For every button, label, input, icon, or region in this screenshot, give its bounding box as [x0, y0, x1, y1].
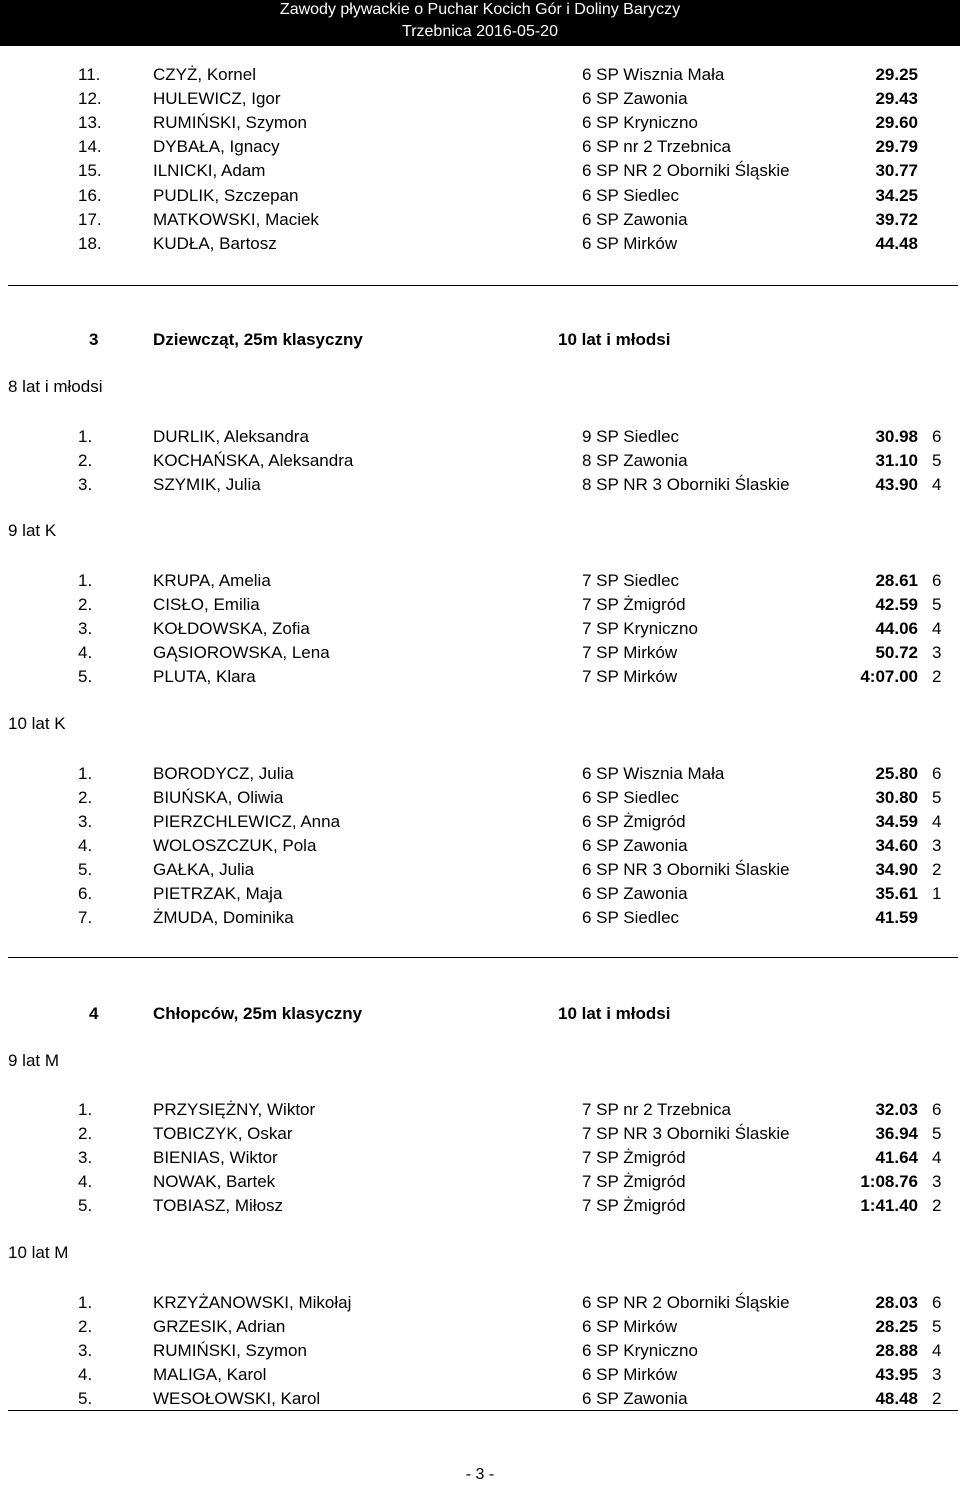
- result-place: 2.: [78, 1124, 93, 1143]
- category-label: 9 lat K: [8, 521, 57, 540]
- result-club: 6 SP Wisznia Mała: [582, 764, 725, 783]
- result-points: 2: [932, 667, 942, 686]
- result-points: 6: [932, 427, 942, 446]
- result-name: ILNICKI, Adam: [153, 161, 266, 181]
- section-divider: [8, 957, 958, 958]
- result-time: 30.77: [875, 161, 918, 181]
- result-points: 3: [932, 643, 942, 662]
- result-time: 30.80: [875, 788, 918, 807]
- result-place: 1.: [78, 1100, 93, 1119]
- result-row: [0, 1122, 960, 1146]
- result-club: 6 SP Wisznia Mała: [582, 65, 725, 84]
- result-time: 34.59: [875, 812, 918, 831]
- event-age: 10 lat i młodsi: [558, 330, 671, 349]
- result-name: TOBICZYK, Oskar: [153, 1124, 293, 1143]
- result-place: 4.: [78, 836, 93, 855]
- result-time: 25.80: [875, 764, 918, 783]
- result-time: 28.88: [875, 1341, 918, 1360]
- result-place: 4.: [78, 1172, 93, 1191]
- result-time: 1:41.40: [860, 1196, 918, 1215]
- result-time: 44.06: [875, 619, 918, 638]
- event-3-header: [0, 328, 960, 352]
- result-name: BIENIAS, Wiktor: [153, 1148, 278, 1167]
- result-time: 31.10: [875, 451, 918, 470]
- result-row: [0, 834, 960, 858]
- result-time: 28.61: [875, 571, 918, 590]
- result-place: 11.: [78, 65, 101, 84]
- result-place: 15.: [78, 161, 102, 181]
- result-place: 2.: [78, 451, 93, 470]
- result-time: 34.60: [875, 836, 918, 855]
- result-points: 2: [932, 1389, 942, 1408]
- result-points: 5: [932, 451, 942, 470]
- result-row: [0, 1315, 960, 1339]
- result-row: [0, 1339, 960, 1363]
- result-club: 6 SP Siedlec: [582, 185, 680, 205]
- result-club: 6 SP Siedlec: [582, 788, 680, 807]
- result-row: [0, 1146, 960, 1170]
- result-time: 41.59: [875, 908, 918, 927]
- result-name: DYBAŁA, Ignacy: [153, 137, 280, 157]
- category-label: 10 lat M: [8, 1243, 69, 1262]
- result-time: 42.59: [875, 595, 918, 614]
- result-row: [0, 1363, 960, 1387]
- result-place: 3.: [78, 619, 93, 638]
- result-time: 50.72: [875, 643, 918, 662]
- result-time: 34.25: [875, 185, 918, 205]
- result-name: HULEWICZ, Igor: [153, 89, 281, 109]
- result-row: [0, 641, 960, 665]
- result-time: 4:07.00: [860, 667, 918, 686]
- result-name: ŻMUDA, Dominika: [153, 908, 294, 927]
- result-club: 6 SP Kryniczno: [582, 1341, 698, 1360]
- result-club: 6 SP Zawonia: [582, 884, 688, 903]
- result-time: 29.60: [875, 113, 918, 133]
- result-club: 6 SP Mirków: [582, 233, 678, 253]
- result-name: PIERZCHLEWICZ, Anna: [153, 812, 341, 831]
- result-club: 6 SP Zawonia: [582, 209, 688, 229]
- result-club: 6 SP Zawonia: [582, 89, 688, 109]
- event-number: 4: [89, 1004, 99, 1023]
- result-name: NOWAK, Bartek: [153, 1172, 276, 1191]
- result-place: 5.: [78, 860, 93, 879]
- result-time: 39.72: [875, 209, 918, 229]
- result-name: GAŁKA, Julia: [153, 860, 255, 879]
- result-points: 4: [932, 1148, 942, 1167]
- result-club: 7 SP NR 3 Oborniki Ślaskie: [582, 1124, 790, 1143]
- result-row: [0, 425, 960, 449]
- category-label: 8 lat i młodsi: [8, 377, 103, 396]
- result-name: WESOŁOWSKI, Karol: [153, 1389, 321, 1408]
- result-points: 2: [932, 860, 942, 879]
- event-title: Chłopców, 25m klasyczny: [153, 1004, 363, 1023]
- result-time: 43.90: [875, 475, 918, 494]
- result-row: [0, 882, 960, 906]
- result-time: 29.43: [875, 89, 918, 109]
- result-time: 29.25: [875, 65, 918, 84]
- result-place: 3.: [78, 812, 93, 831]
- result-row: [0, 593, 960, 617]
- result-place: 5.: [78, 1196, 93, 1215]
- result-time: 28.03: [875, 1293, 918, 1312]
- section-divider: [8, 1410, 958, 1411]
- result-row: [0, 1291, 960, 1315]
- result-place: 2.: [78, 1317, 93, 1336]
- result-row: [0, 63, 960, 87]
- result-points: 5: [932, 788, 942, 807]
- result-name: WOLOSZCZUK, Pola: [153, 836, 317, 855]
- result-name: PLUTA, Klara: [153, 667, 256, 686]
- result-row: [0, 665, 960, 689]
- result-club: 8 SP NR 3 Oborniki Ślaskie: [582, 475, 790, 494]
- result-name: PIETRZAK, Maja: [153, 884, 283, 903]
- result-name: RUMIŃSKI, Szymon: [153, 1341, 307, 1360]
- result-row: [0, 87, 960, 111]
- result-name: CZYŻ, Kornel: [153, 65, 256, 84]
- result-place: 18.: [78, 233, 102, 253]
- category-label: 10 lat K: [8, 714, 66, 733]
- result-row: [0, 135, 960, 159]
- result-club: 6 SP Mirków: [582, 1317, 678, 1336]
- result-points: 6: [932, 1293, 942, 1312]
- result-points: 1: [932, 884, 942, 903]
- result-name: KOCHAŃSKA, Aleksandra: [153, 451, 354, 470]
- result-row: [0, 762, 960, 786]
- result-place: 6.: [78, 884, 93, 903]
- result-name: KUDŁA, Bartosz: [153, 233, 277, 253]
- result-row: [0, 858, 960, 882]
- result-place: 17.: [78, 209, 102, 229]
- result-name: SZYMIK, Julia: [153, 475, 261, 494]
- result-points: 3: [932, 836, 942, 855]
- result-name: MATKOWSKI, Maciek: [153, 209, 319, 229]
- result-place: 2.: [78, 595, 93, 614]
- result-place: 2.: [78, 788, 93, 807]
- result-place: 4.: [78, 643, 93, 662]
- result-club: 6 SP Zawonia: [582, 836, 688, 855]
- result-club: 6 SP Siedlec: [582, 908, 680, 927]
- result-name: RUMIŃSKI, Szymon: [153, 113, 307, 133]
- page-number: - 3 -: [465, 1466, 495, 1483]
- event-title: Dziewcząt, 25m klasyczny: [153, 330, 363, 349]
- result-points: 4: [932, 619, 942, 638]
- result-club: 7 SP Żmigród: [582, 1196, 686, 1215]
- result-time: 41.64: [875, 1148, 918, 1167]
- result-name: KRUPA, Amelia: [153, 571, 271, 590]
- result-place: 4.: [78, 1365, 93, 1384]
- result-place: 7.: [78, 908, 93, 927]
- result-points: 3: [932, 1365, 942, 1384]
- event-number: 3: [89, 330, 99, 349]
- result-row: [0, 449, 960, 473]
- result-place: 13.: [78, 113, 102, 133]
- result-place: 5.: [78, 667, 93, 686]
- result-place: 1.: [78, 1293, 93, 1312]
- result-club: 7 SP nr 2 Trzebnica: [582, 1100, 731, 1119]
- result-time: 44.48: [875, 233, 918, 253]
- result-club: 7 SP Żmigród: [582, 595, 686, 614]
- result-club: 7 SP Kryniczno: [582, 619, 698, 638]
- result-place: 12.: [78, 89, 102, 109]
- result-time: 34.90: [875, 860, 918, 879]
- result-row: [0, 1387, 960, 1411]
- result-points: 6: [932, 764, 942, 783]
- result-time: 35.61: [875, 884, 918, 903]
- result-place: 1.: [78, 764, 93, 783]
- result-points: 2: [932, 1196, 942, 1215]
- result-club: 6 SP Kryniczno: [582, 113, 698, 133]
- competition-date: Trzebnica 2016-05-20: [402, 23, 558, 40]
- result-name: BIUŃSKA, Oliwia: [153, 788, 284, 807]
- result-name: GĄSIOROWSKA, Lena: [153, 643, 330, 662]
- competition-title: Zawody pływackie o Puchar Kocich Gór i Doliny Baryczy: [279, 1, 681, 18]
- result-club: 6 SP NR 2 Oborniki Śląskie: [582, 161, 790, 181]
- result-row: [0, 1098, 960, 1122]
- result-points: 5: [932, 595, 942, 614]
- result-points: 5: [932, 1124, 942, 1143]
- result-time: 28.25: [875, 1317, 918, 1336]
- result-place: 1.: [78, 427, 93, 446]
- result-row: [0, 1170, 960, 1194]
- result-place: 5.: [78, 1389, 93, 1408]
- event-age: 10 lat i młodsi: [558, 1004, 671, 1023]
- result-place: 3.: [78, 475, 93, 494]
- result-name: PRZYSIĘŻNY, Wiktor: [153, 1100, 316, 1119]
- result-row: [0, 208, 960, 232]
- result-name: PUDLIK, Szczepan: [153, 185, 299, 205]
- result-club: 6 SP Mirków: [582, 1365, 678, 1384]
- result-time: 36.94: [875, 1124, 918, 1143]
- result-club: 8 SP Zawonia: [582, 451, 688, 470]
- result-place: 3.: [78, 1341, 93, 1360]
- result-club: 7 SP Mirków: [582, 667, 678, 686]
- result-points: 6: [932, 1100, 942, 1119]
- result-club: 6 SP NR 3 Oborniki Ślaskie: [582, 860, 790, 879]
- result-row: [0, 184, 960, 208]
- result-time: 1:08.76: [860, 1172, 918, 1191]
- category-label: 9 lat M: [8, 1051, 60, 1070]
- result-row: [0, 810, 960, 834]
- result-row: [0, 232, 960, 256]
- result-points: 6: [932, 571, 942, 590]
- result-name: CISŁO, Emilia: [153, 595, 260, 614]
- result-name: MALIGA, Karol: [153, 1365, 267, 1384]
- result-time: 48.48: [875, 1389, 918, 1408]
- result-name: KOŁDOWSKA, Zofia: [153, 619, 310, 638]
- result-points: 4: [932, 812, 942, 831]
- result-place: 16.: [78, 185, 102, 205]
- result-name: TOBIASZ, Miłosz: [153, 1196, 284, 1215]
- result-club: 6 SP NR 2 Oborniki Śląskie: [582, 1293, 790, 1312]
- result-row: [0, 1194, 960, 1218]
- result-name: DURLIK, Aleksandra: [153, 427, 309, 446]
- result-points: 3: [932, 1172, 942, 1191]
- result-points: 5: [932, 1317, 942, 1336]
- result-time: 30.98: [875, 427, 918, 446]
- result-row: [0, 111, 960, 135]
- result-row: [0, 617, 960, 641]
- result-row: [0, 159, 960, 183]
- result-place: 1.: [78, 571, 93, 590]
- section-divider: [8, 285, 958, 286]
- result-club: 7 SP Siedlec: [582, 571, 680, 590]
- result-row: [0, 569, 960, 593]
- result-time: 43.95: [875, 1365, 918, 1384]
- result-place: 14.: [78, 137, 102, 157]
- result-points: 4: [932, 1341, 942, 1360]
- result-club: 7 SP Żmigród: [582, 1172, 686, 1191]
- result-club: 6 SP Żmigród: [582, 812, 686, 831]
- result-club: 9 SP Siedlec: [582, 427, 680, 446]
- result-club: 7 SP Żmigród: [582, 1148, 686, 1167]
- result-points: 4: [932, 475, 942, 494]
- result-name: BORODYCZ, Julia: [153, 764, 294, 783]
- result-name: GRZESIK, Adrian: [153, 1317, 286, 1336]
- result-name: KRZYŻANOWSKI, Mikołaj: [153, 1293, 352, 1312]
- result-row: [0, 473, 960, 497]
- result-row: [0, 906, 960, 930]
- result-row: [0, 786, 960, 810]
- result-club: 6 SP Zawonia: [582, 1389, 688, 1408]
- event-4-header: [0, 1002, 960, 1026]
- result-club: 6 SP nr 2 Trzebnica: [582, 137, 731, 157]
- result-time: 29.79: [875, 137, 918, 157]
- result-club: 7 SP Mirków: [582, 643, 678, 662]
- result-place: 3.: [78, 1148, 93, 1167]
- result-time: 32.03: [875, 1100, 918, 1119]
